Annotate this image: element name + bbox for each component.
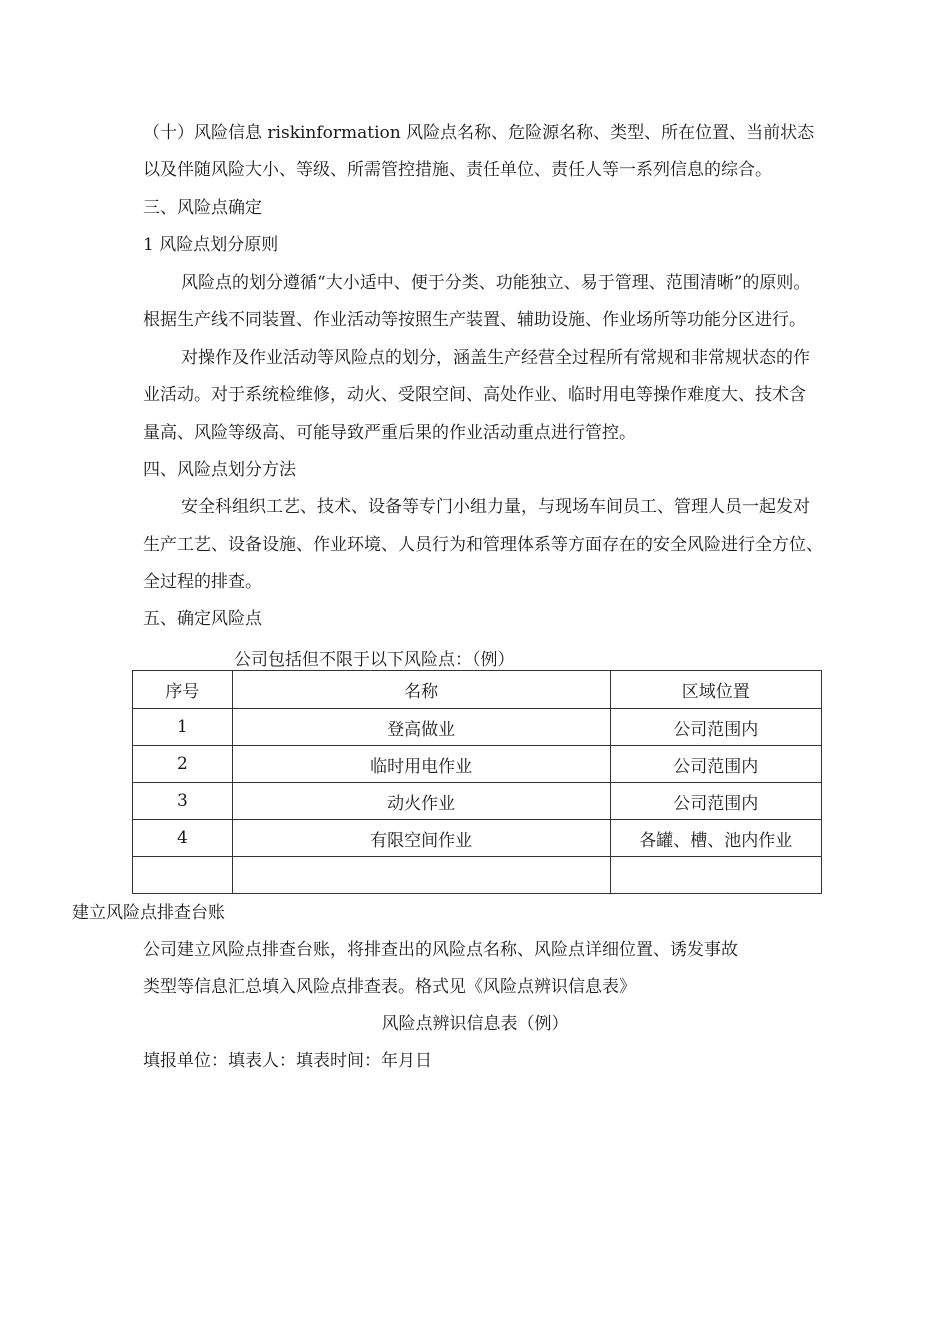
- table-row: [133, 857, 822, 894]
- paragraph-division-line1: 对操作及作业活动等风险点的划分，涵盖生产经营全过程所有常规和非常规状态的作: [181, 348, 810, 368]
- paragraph-ledger-line1: 公司建立风险点排查台账，将排查出的风险点名称、风险点详细位置、诱发事故: [143, 940, 738, 960]
- header-cell-area: 区域位置: [610, 671, 821, 709]
- cell-area: [610, 857, 821, 894]
- table-row: [133, 783, 822, 820]
- form-title: 风险点辨识信息表（例）: [381, 1014, 569, 1034]
- cell-name: 动火作业: [232, 783, 610, 820]
- subsection-heading-3-1: 1 风险点划分原则: [143, 235, 279, 255]
- cell-area: 各罐、槽、池内作业: [610, 820, 821, 857]
- table-header-row: [133, 671, 822, 709]
- cell-name: 登高做业: [232, 709, 610, 746]
- paragraph-ledger-line2: 类型等信息汇总填入风险点排查表。格式见《风险点辨识信息表》: [143, 977, 636, 997]
- paragraph-principle-line1: 风险点的划分遵循“大小适中、便于分类、功能独立、易于管理、范围清晰”的原则。: [181, 273, 811, 293]
- cell-name: 临时用电作业: [232, 746, 610, 783]
- table-row: [133, 820, 822, 857]
- cell-number: 4: [133, 820, 233, 857]
- cell-area: 公司范围内: [610, 709, 821, 746]
- paragraph-method-line3: 全过程的排查。: [143, 572, 262, 592]
- cell-name: [232, 857, 610, 894]
- cell-number: 2: [133, 746, 233, 783]
- paragraph-division-line2: 业活动。对于系统检维修，动火、受限空间、高处作业、临时用电等操作难度大、技术含: [143, 385, 806, 405]
- section-heading-4: 四、风险点划分方法: [143, 460, 296, 480]
- table-row: [133, 709, 822, 746]
- paragraph-division-line3: 量高、风险等级高、可能导致严重后果的作业活动重点进行管控。: [143, 423, 636, 443]
- paragraph-method-line2: 生产工艺、设备设施、作业环境、人员行为和管理体系等方面存在的安全风险进行全方位、: [143, 535, 823, 555]
- cell-number: [133, 857, 233, 894]
- section-heading-3: 三、风险点确定: [143, 198, 262, 218]
- paragraph-principle-line2: 根据生产线不同装置、作业活动等按照生产装置、辅助设施、作业场所等功能分区进行。: [143, 310, 806, 330]
- cell-number: 1: [133, 709, 233, 746]
- paragraph-risk-info-line1: （十）风险信息 riskinformation 风险点名称、危险源名称、类型、所在位置、当前状态: [143, 123, 815, 143]
- section-heading-ledger: 建立风险点排查台账: [72, 903, 225, 923]
- paragraph-method-line1: 安全科组织工艺、技术、设备等专门小组力量，与现场车间员工、管理人员一起发对: [181, 497, 810, 517]
- table-caption: 公司包括但不限于以下风险点：（例）: [234, 650, 515, 670]
- table-row: [133, 746, 822, 783]
- cell-number: 3: [133, 783, 233, 820]
- header-cell-name: 名称: [232, 671, 610, 709]
- cell-name: 有限空间作业: [232, 820, 610, 857]
- form-fields-line: 填报单位：填表人：填表时间：年月日: [143, 1051, 432, 1071]
- risk-point-table: [132, 670, 822, 894]
- cell-area: 公司范围内: [610, 783, 821, 820]
- paragraph-risk-info-line2: 以及伴随风险大小、等级、所需管控措施、责任单位、责任人等一系列信息的综合。: [143, 160, 772, 180]
- cell-area: 公司范围内: [610, 746, 821, 783]
- header-cell-number: 序号: [133, 671, 233, 709]
- section-heading-5: 五、确定风险点: [143, 609, 262, 629]
